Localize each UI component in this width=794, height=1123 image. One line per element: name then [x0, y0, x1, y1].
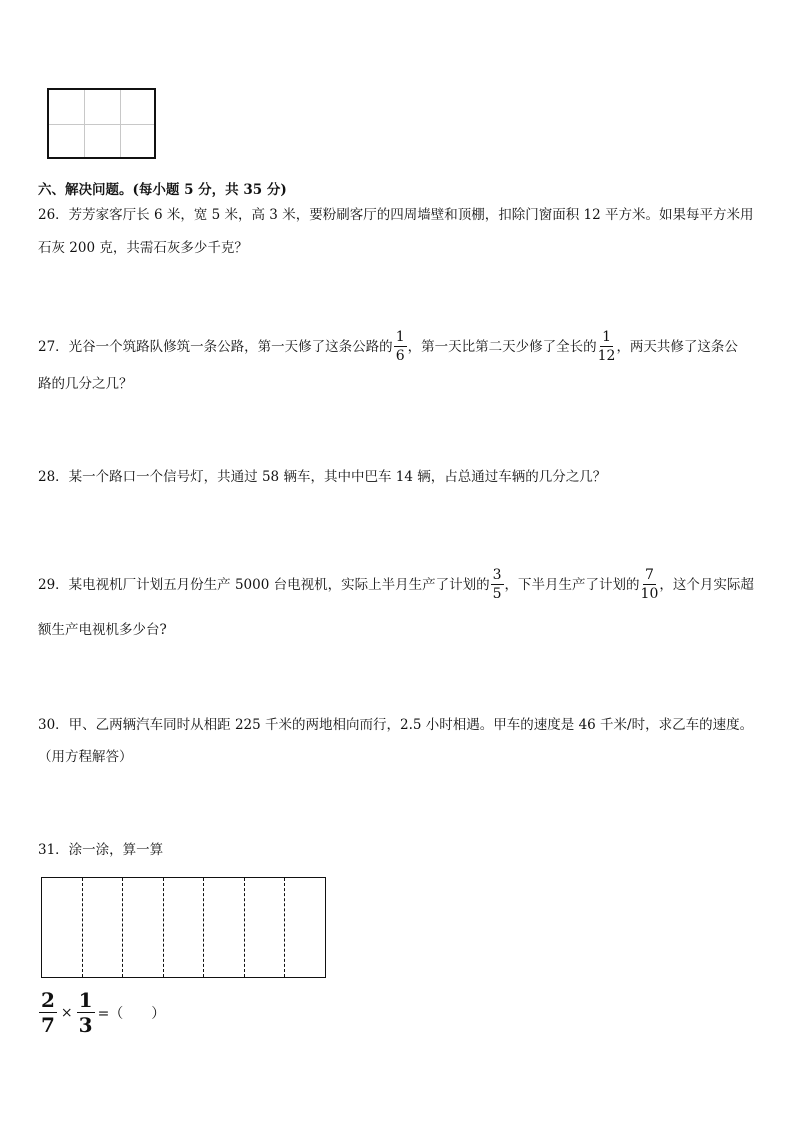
fraction-three-fifths [491, 568, 504, 601]
fraction-two-sevenths [39, 990, 57, 1035]
question-29-line-1 [38, 568, 754, 601]
dashed-divider [122, 878, 123, 977]
fraction-denominator: 6 [395, 348, 405, 364]
question-29-text-a: 29．某电视机厂计划五月份生产 5000 台电视机，实际上半月生产了计划的 [38, 576, 490, 593]
fraction-numerator: 7 [645, 567, 654, 583]
fraction-numerator: 2 [41, 988, 55, 1012]
question-31-line-1: 31．涂一涂，算一算 [38, 842, 164, 858]
question-27-line-1 [38, 330, 738, 363]
fraction-denominator: 5 [492, 586, 502, 602]
question-27-text-b: ，第一天比第二天少修了全长的 [407, 338, 597, 355]
question-30-line-1: 30．甲、乙两辆汽车同时从相距 225 千米的两地相向而行，2.5 小时相遇。甲车的速度是 46 千米/时，求乙车的速度。 [38, 717, 754, 733]
fraction-strip-sevenths [41, 877, 326, 978]
question-27-text-c: ，两天共修了这条公 [616, 338, 738, 355]
question-29-text-c: ，这个月实际超 [659, 576, 754, 593]
multiplication-formula [38, 990, 165, 1035]
grid-line [49, 124, 154, 125]
question-26-line-2: 石灰 200 克，共需石灰多少千克？ [38, 240, 248, 256]
question-27-line-2: 路的几分之几？ [38, 376, 133, 392]
fraction-one-third [77, 990, 95, 1035]
fraction-numerator: 1 [395, 329, 405, 345]
question-29-line-2: 额生产电视机多少台? [38, 622, 167, 638]
fraction-denominator: 7 [41, 1013, 55, 1037]
fraction-denominator: 12 [597, 348, 616, 364]
times-sign: × [60, 1004, 73, 1021]
fraction-one-twelfth [598, 330, 616, 363]
question-26-line-1: 26．芳芳家客厅长 6 米，宽 5 米，高 3 米，要粉刷客厅的四周墙壁和顶棚，扣除门窗面积 12 平方米。如果每平方米用 [38, 207, 754, 223]
question-28-line-1: 28．某一个路口一个信号灯，共通过 58 辆车，其中中巴车 14 辆，占总通过车辆的几分之几？ [38, 469, 607, 485]
section-title: 六、解决问题。(每小题 5 分，共 35 分) [38, 182, 287, 198]
dashed-divider [203, 878, 204, 977]
question-29-text-b: ，下半月生产了计划的 [504, 576, 640, 593]
fraction-one-sixth [394, 330, 407, 363]
fraction-seven-tenths [641, 568, 659, 601]
fraction-numerator: 1 [602, 329, 611, 345]
fraction-numerator: 3 [492, 567, 502, 583]
fraction-denominator: 3 [78, 1013, 93, 1037]
fraction-numerator: 1 [78, 988, 93, 1012]
dashed-divider [244, 878, 245, 977]
dashed-divider [284, 878, 285, 977]
dashed-divider [163, 878, 164, 977]
grid-figure-2x3 [47, 88, 156, 159]
dashed-divider [82, 878, 83, 977]
question-27-text-a: 27．光谷一个筑路队修筑一条公路，第一天修了这条公路的 [38, 338, 393, 355]
fraction-denominator: 10 [640, 586, 659, 602]
question-30-line-2: （用方程解答） [38, 749, 133, 765]
answer-blank[interactable]: =（ ） [97, 1005, 166, 1022]
